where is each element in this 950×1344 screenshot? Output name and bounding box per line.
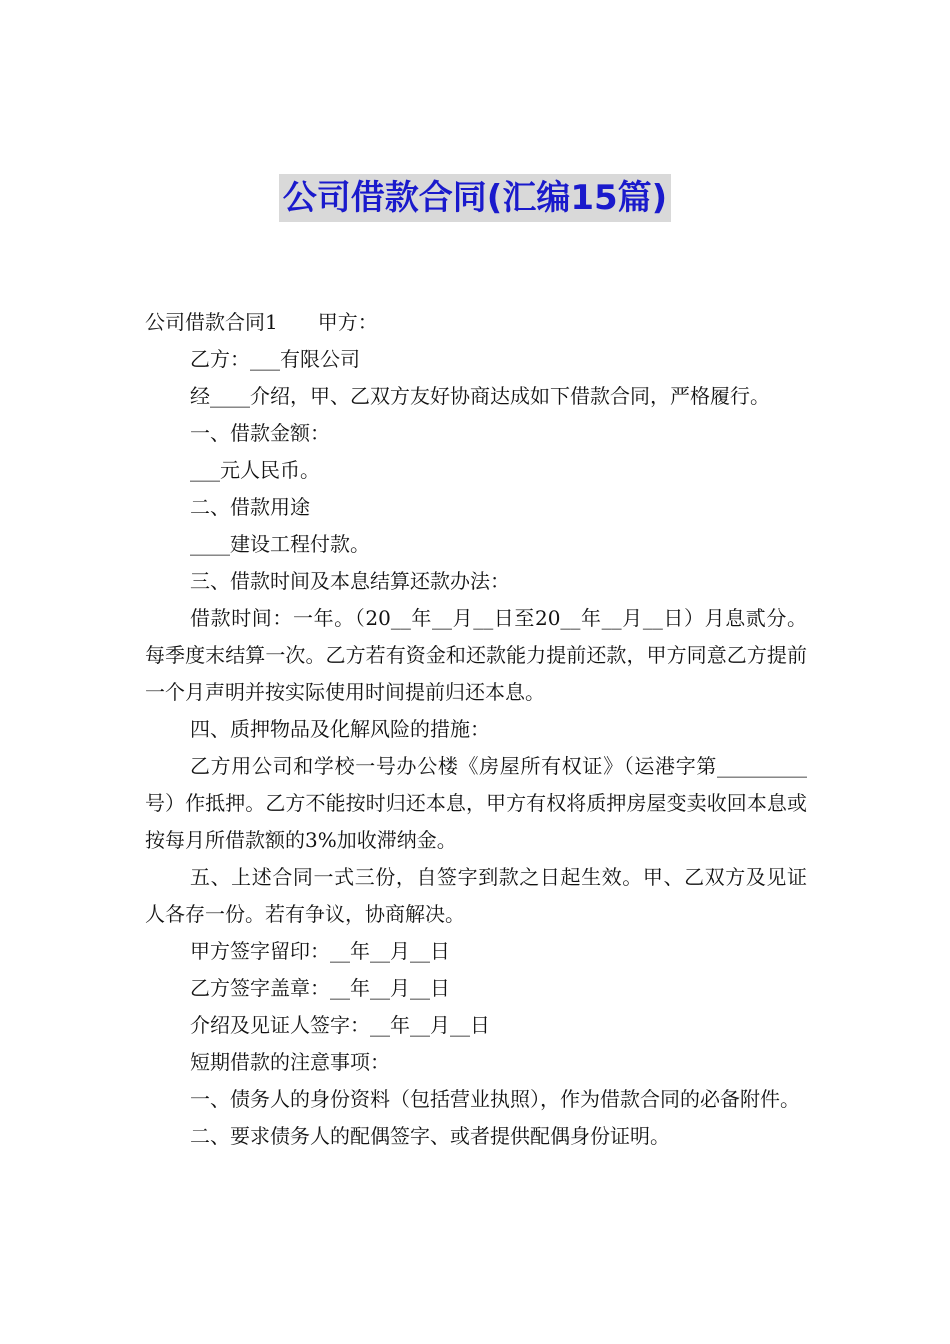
section-heading: 三、借款时间及本息结算还款办法： [190,569,510,593]
party-a-label: 甲方： [317,310,378,334]
section-heading: 短期借款的注意事项： [190,1050,390,1074]
paragraph: ___元人民币。 [190,458,320,482]
contract-heading-line [145,304,807,341]
paragraph: 五、上述合同一式三份，自签字到款之日起生效。甲、乙双方及见证人各存一份。若有争议，协商解决。 [145,865,807,926]
section-heading: 一、借款金额： [190,421,330,445]
paragraph: ____建设工程付款。 [190,532,370,556]
section-heading: 四、质押物品及化解风险的措施： [190,717,490,741]
contract-label: 公司借款合同1 [145,310,278,334]
paragraph: 二、要求债务人的配偶签字、或者提供配偶身份证明。 [190,1124,670,1148]
paragraph: 乙方用公司和学校一号办公楼《房屋所有权证》（运港字第_________号）作抵押。乙方不能按时归还本息，甲方有权将质押房屋变卖收回本息或按每月所借款额的3%加收滞纳金。 [145,754,807,852]
signature-line: 介绍及见证人签字：__年__月__日 [190,1013,490,1037]
paragraph: 乙方：___有限公司 [190,347,360,371]
title-container [0,174,950,222]
document-title: 公司借款合同(汇编15篇) [279,174,671,222]
section-heading: 二、借款用途 [190,495,310,519]
paragraph: 一、债务人的身份资料（包括营业执照），作为借款合同的必备附件。 [190,1087,800,1111]
signature-line: 甲方签字留印：__年__月__日 [190,939,450,963]
document-body [145,304,807,1155]
signature-line: 乙方签字盖章：__年__月__日 [190,976,450,1000]
paragraph: 借款时间：一年。（20__年__月__日至20__年__月__日）月息贰分。每季度末结算一次。乙方若有资金和还款能力提前还款，甲方同意乙方提前一个月声明并按实际使用时间提前归还本息。 [145,606,807,704]
paragraph: 经____介绍，甲、乙双方友好协商达成如下借款合同，严格履行。 [190,384,770,408]
